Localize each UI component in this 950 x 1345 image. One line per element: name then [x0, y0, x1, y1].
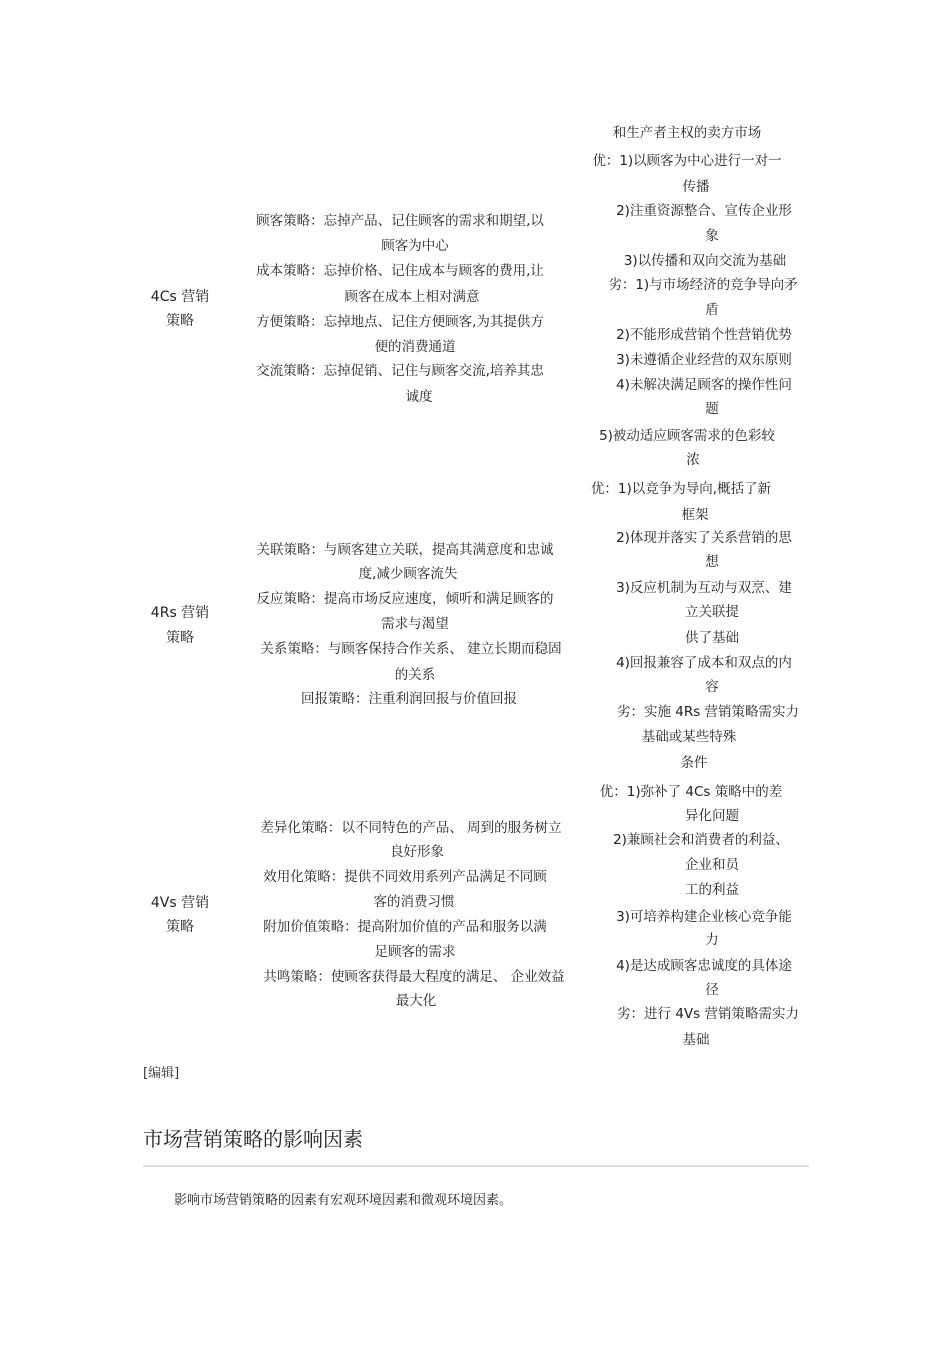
strategy-text: 共鸣策略：使顾客获得最大程度的满足、 企业效益: [263, 969, 565, 985]
evaluation-text: 2)体现并落实了关系营销的思: [616, 530, 792, 546]
strategy-text: 度,减少顾客流失: [358, 566, 458, 582]
evaluation-text: 传播: [682, 179, 710, 195]
evaluation-text: 象: [705, 228, 719, 244]
evaluation-text: 优：1)弥补了 4Cs 策略中的差: [599, 784, 783, 800]
evaluation-text: 题: [705, 401, 719, 417]
strategy-text: 差异化策略：以不同特色的产品、 周到的服务树立: [260, 820, 562, 836]
strategy-text: 最大化: [395, 993, 437, 1009]
section-label-4cs-line2: 策略: [166, 313, 194, 329]
strategy-text: 客的消费习惯: [373, 894, 455, 910]
evaluation-text: 4)是达成顾客忠诚度的具体途: [616, 958, 792, 974]
evaluation-text: 供了基础: [685, 630, 739, 646]
strategy-text: 顾客在成本上相对满意: [344, 289, 480, 305]
evaluation-text: 3)可培养构建企业核心竞争能: [616, 909, 792, 925]
evaluation-text: 浓: [686, 452, 700, 468]
strategy-text: 成本策略：忘掉价格、记住成本与顾客的费用,让: [256, 263, 544, 279]
strategy-text: 顾客策略：忘掉产品、记住顾客的需求和期望,以: [256, 213, 544, 229]
strategy-text: 关系策略：与顾客保持合作关系、 建立长期而稳固: [260, 641, 562, 657]
evaluation-text: 想: [705, 554, 719, 570]
heading-divider: [143, 1165, 809, 1167]
evaluation-text: 力: [705, 932, 719, 948]
section-label-4vs-line2: 策略: [166, 919, 194, 935]
section-label-4rs-line2: 策略: [166, 630, 194, 646]
strategy-text: 需求与渴望: [381, 616, 449, 632]
evaluation-text: 5)被动适应顾客需求的色彩较: [599, 428, 775, 444]
evaluation-text: 条件: [680, 755, 708, 771]
section-label-4rs: 4Rs 营销: [150, 605, 210, 621]
strategy-text: 效用化策略：提供不同效用系列产品满足不同顾: [263, 869, 547, 885]
evaluation-text: 3)未遵循企业经营的双东原则: [616, 352, 792, 368]
strategy-text: 顾客为中心: [381, 238, 449, 254]
strategy-text: 回报策略：注重利润回报与价值回报: [301, 691, 517, 707]
strategy-text: 诚度: [405, 389, 433, 405]
strategy-text: 便的消费通道: [374, 339, 456, 355]
evaluation-text: 优：1)以竞争为导向,概括了新: [590, 481, 772, 497]
strategy-text: 良好形象: [390, 844, 444, 860]
edit-link[interactable]: [编辑]: [143, 1066, 180, 1081]
evaluation-text: 盾: [705, 302, 719, 318]
evaluation-text: 劣：1)与市场经济的竞争导向矛: [608, 277, 798, 293]
strategy-text: 交流策略：忘掉促销、记住与顾客交流,培养其忠: [256, 363, 544, 379]
evaluation-text: 异化问题: [685, 808, 739, 824]
evaluation-text: 劣：进行 4Vs 营销策略需实力: [617, 1006, 799, 1022]
evaluation-text: 立关联提: [685, 604, 739, 620]
strategy-text: 的关系: [394, 667, 436, 683]
strategy-text: 附加价值策略：提高附加价值的产品和服务以满: [263, 919, 547, 935]
evaluation-text: 3)反应机制为互动与双烹、建: [616, 580, 792, 596]
evaluation-text: 2)不能形成营销个性营销优势: [616, 327, 792, 343]
evaluation-text: 径: [705, 982, 719, 998]
evaluation-text: 3)以传播和双向交流为基础: [623, 253, 787, 269]
evaluation-text: 基础: [682, 1032, 710, 1048]
evaluation-text: 优：1)以顾客为中心进行一对一: [592, 153, 782, 169]
evaluation-text: 企业和员: [685, 857, 739, 873]
section-label-4cs: 4Cs 营销: [150, 289, 210, 305]
evaluation-text: 容: [705, 679, 719, 695]
strategy-text: 方便策略：忘掉地点、记住方便顾客,为其提供方: [256, 314, 544, 330]
strategy-text: 反应策略：提高市场反应速度，倾听和满足顾客的: [256, 591, 554, 607]
body-paragraph: 影响市场营销策略的因素有宏观环境因素和微观环境因素。: [174, 1193, 513, 1208]
evaluation-text: 工的利益: [685, 882, 739, 898]
evaluation-text: 劣：实施 4Rs 营销策略需实力: [616, 704, 800, 720]
section-heading: 市场营销策略的影响因素: [143, 1127, 363, 1151]
evaluation-text: 框架: [681, 507, 709, 523]
evaluation-text: 4)回报兼容了成本和双点的内: [616, 655, 792, 671]
strategy-text: 足顾客的需求: [374, 944, 456, 960]
evaluation-text: 2)注重资源整合、宣传企业形: [616, 203, 792, 219]
evaluation-text: 4)未解决满足顾客的操作性问: [616, 377, 792, 393]
strategy-text: 关联策略：与顾客建立关联，提高其满意度和忠诚: [256, 542, 554, 558]
evaluation-text: 基础或某些特殊: [641, 729, 737, 745]
evaluation-text: 和生产者主权的卖方市场: [612, 125, 762, 141]
evaluation-text: 2)兼顾社会和消费者的利益、: [613, 832, 789, 848]
section-label-4vs: 4Vs 营销: [150, 895, 210, 911]
